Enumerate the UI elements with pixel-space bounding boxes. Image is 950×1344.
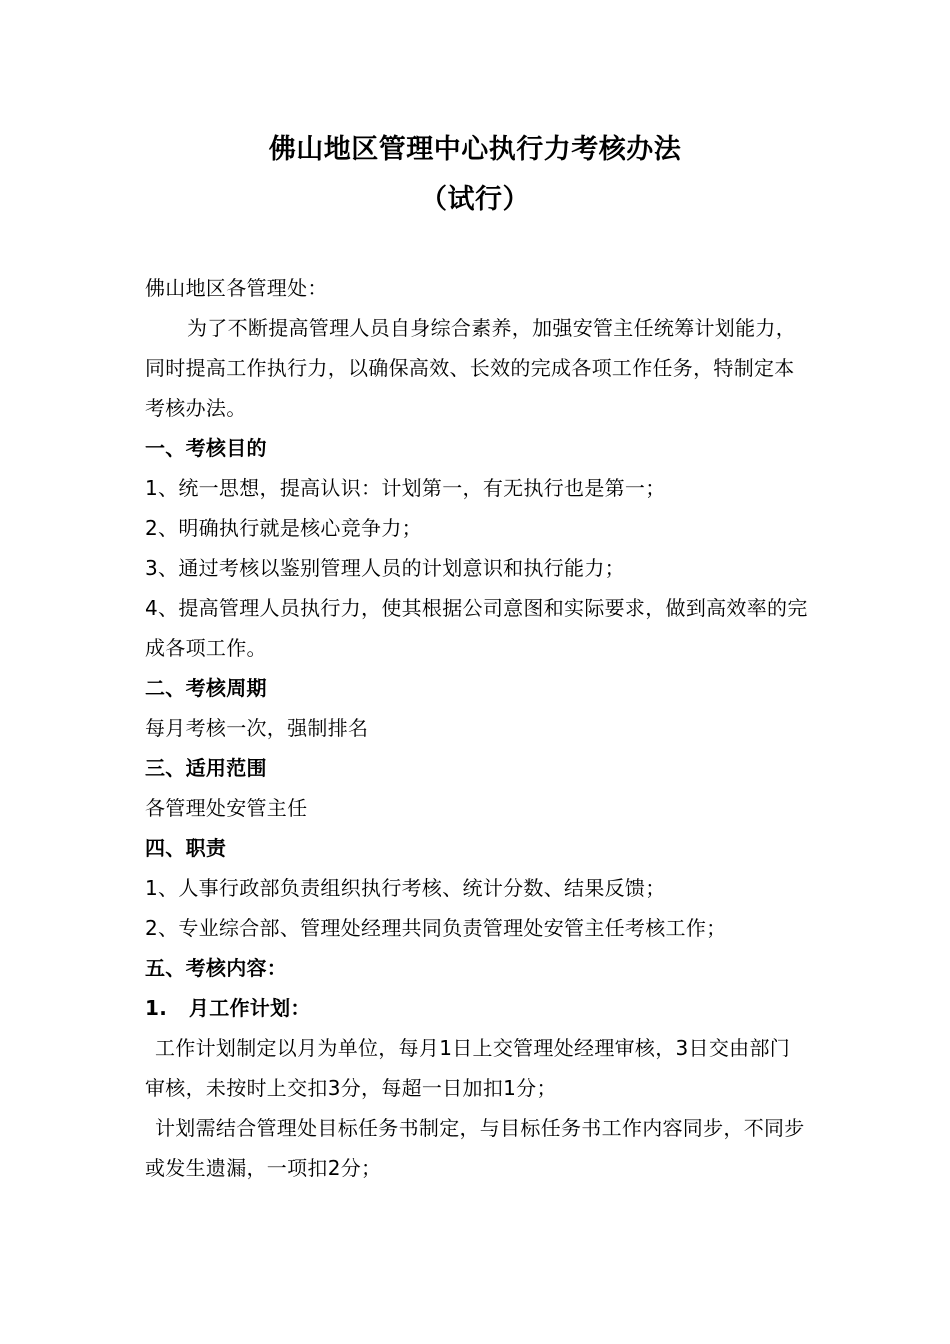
purpose-item-4: 4、提高管理人员执行力，使其根据公司意图和实际要求，做到高效率的完成各项工作。 (145, 596, 808, 660)
monthly-plan-paragraph-1: 工作计划制定以月为单位，每月1日上交管理处经理审核，3日交由部门审核，未按时上交扣3分，每超一日加扣1分； (145, 1036, 791, 1100)
document-subtitle: （试行） (420, 184, 530, 215)
scope-text: 各管理处安管主任 (145, 796, 308, 820)
purpose-item-3: 3、通过考核以鉴别管理人员的计划意识和执行能力； (145, 556, 625, 580)
section-heading-purpose: 一、考核目的 (145, 436, 267, 460)
duty-item-1: 1、人事行政部负责组织执行考核、统计分数、结果反馈； (145, 876, 666, 900)
monthly-plan-paragraph-2: 计划需结合管理处目标任务书制定，与目标任务书工作内容同步，不同步或发生遗漏，一项扣2分； (145, 1116, 805, 1180)
section-heading-scope: 三、适用范围 (145, 756, 267, 780)
section-heading-content: 五、考核内容： (145, 956, 288, 980)
duty-item-2: 2、专业综合部、管理处经理共同负责管理处安管主任考核工作； (145, 916, 727, 940)
section-heading-cycle: 二、考核周期 (145, 676, 267, 700)
document-title: 佛山地区管理中心执行力考核办法 (268, 134, 682, 165)
salutation: 佛山地区各管理处： (145, 276, 328, 300)
purpose-item-1: 1、统一思想，提高认识：计划第一，有无执行也是第一； (145, 476, 666, 500)
intro-paragraph: 为了不断提高管理人员自身综合素养，加强安管主任统筹计划能力，同时提高工作执行力，以确保高效、长效的完成各项工作任务，特制定本考核办法。 (145, 316, 796, 420)
cycle-text: 每月考核一次，强制排名 (145, 716, 369, 740)
subsection-heading-monthly-plan: 1. 月工作计划： (145, 996, 311, 1020)
document-body (145, 268, 810, 1188)
purpose-item-2: 2、明确执行就是核心竞争力； (145, 516, 422, 540)
section-heading-duties: 四、职责 (145, 836, 227, 860)
